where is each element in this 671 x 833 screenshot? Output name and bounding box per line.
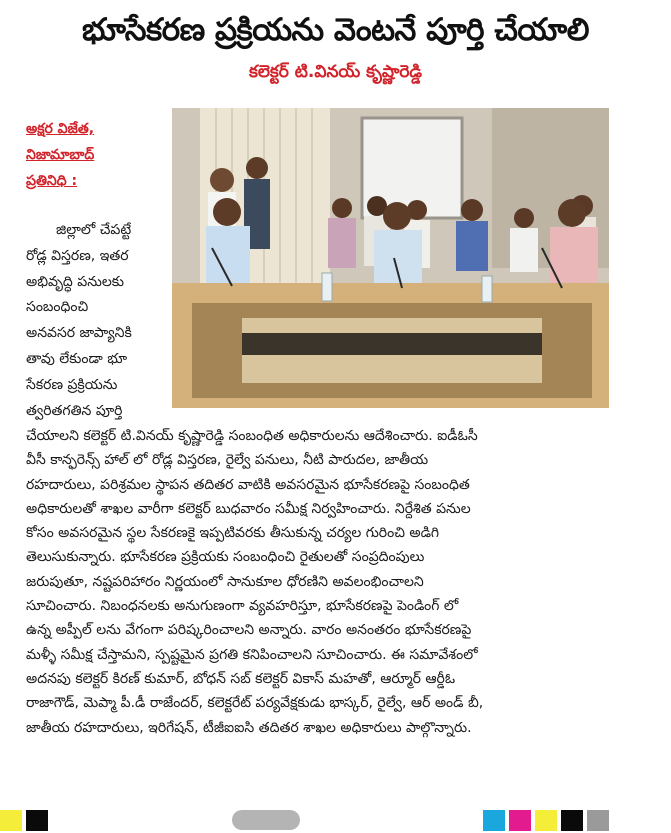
color-swatch-magenta [509,810,531,831]
meeting-photo [172,108,609,408]
article-line: తెలుసుకున్నారు. భూసేకరణ ప్రక్రియకు సంబంధించి రైతులతో సంప్రదింపులు [26,549,425,566]
article-line: అదనపు కలెక్టర్ కిరణ్ కుమార్, బోధన్ సబ్ కలెక్టర్ వికాస్ మహతో, ఆర్మూర్ ఆర్డీఓ [26,670,456,687]
color-swatch-cyan [483,810,505,831]
headline: భూసేకరణ ప్రక్రియను వెంటనే పూర్తి చేయాలి [82,12,589,48]
article-line: త్వరితగతిన పూర్తి [26,402,123,419]
dateline-line: ప్రతినిధి : [26,173,78,189]
dateline [26,116,161,194]
article-line: రోడ్ల విస్తరణ, ఇతర [26,247,129,264]
byline: కలెక్టర్ టి.వినయ్ కృష్ణారెడ్డి [248,62,423,82]
article-line: సూచించారు. నిబంధనలకు అనుగుణంగా వ్యవహరిస్తూ, భూసేకరణపై పెండింగ్ లో [26,598,459,615]
color-swatch-black [561,810,583,831]
article-line: జిల్లాలో చేపట్టే [56,222,132,238]
article-line: సేకరణ ప్రక్రియను [26,376,118,393]
dateline-line: అక్షర విజేత, [26,121,95,137]
color-swatch-yellow [0,810,22,831]
article-line: జరుపుతూ, నష్టపరిహారం నిర్ణయంలో సానుకూల ధోరణిని అవలంభించాలని [26,573,424,590]
article-line: వీసీ కాన్ఫరెన్స్ హాల్ లో రోడ్ల విస్తరణ, రైల్వే పనులు, నీటి పారుదల, జాతీయ [26,452,429,469]
article-line: అభివృద్ధి పనులకు [26,273,124,290]
article-line: మళ్ళీ సమీక్ష చేస్తామని, స్పష్టమైన ప్రగతి కనిపించాలని సూచించారు. ఈ సమావేశంలో [26,646,478,663]
article-line: సంబంధించి [26,299,89,316]
article-line: రహదారులు, పరిశ్రమల స్థాపన తదితర వాటికి అవసరమైన భూసేకరణపై సంబంధిత [26,476,470,493]
dateline-line: నిజామాబాద్ [26,147,95,163]
article-column [26,218,166,424]
article-body [26,424,626,740]
article-line: చేయాలని కలెక్టర్ టి.వినయ్ కృష్ణారెడ్డి సంబంధిత అధికారులను ఆదేశించారు. ఐడీఓసీ [26,428,478,444]
color-swatch-gray [587,810,609,831]
registration-bar [232,810,300,830]
article-line: అధికారులతో శాఖల వారీగా కలెక్టర్ బుధవారం సమీక్ష నిర్వహించారు. నిర్దేశిత పనుల [26,500,471,517]
article-line: రాజాగౌడ్, మెప్మా పీ.డీ రాజేందర్, కలెక్టరేట్ పర్యవేక్షకుడు భాస్కర్, రైల్వే, ఆర్ అండ్ బీ, [26,695,484,712]
color-swatch-yellow [535,810,557,831]
article-line: ఉన్న అప్పీల్ లను వేగంగా పరిష్కరించాలని అన్నారు. వారం అనంతరం భూసేకరణపై [26,622,472,639]
article-line: అనవసర జాప్యానికి [26,325,132,342]
color-swatch-black [26,810,48,831]
article-line: తావు లేకుండా భూ [26,350,128,367]
article-line: కోసం అవసరమైన స్థల సేకరణకై ఇప్పటివరకు తీసుకున్న చర్యల గురించి అడిగి [26,525,440,542]
article-line: జాతీయ రహదారులు, ఇరిగేషన్, టీజీఐఐసి తదితర శాఖల అధికారులు పాల్గొన్నారు. [26,719,472,736]
